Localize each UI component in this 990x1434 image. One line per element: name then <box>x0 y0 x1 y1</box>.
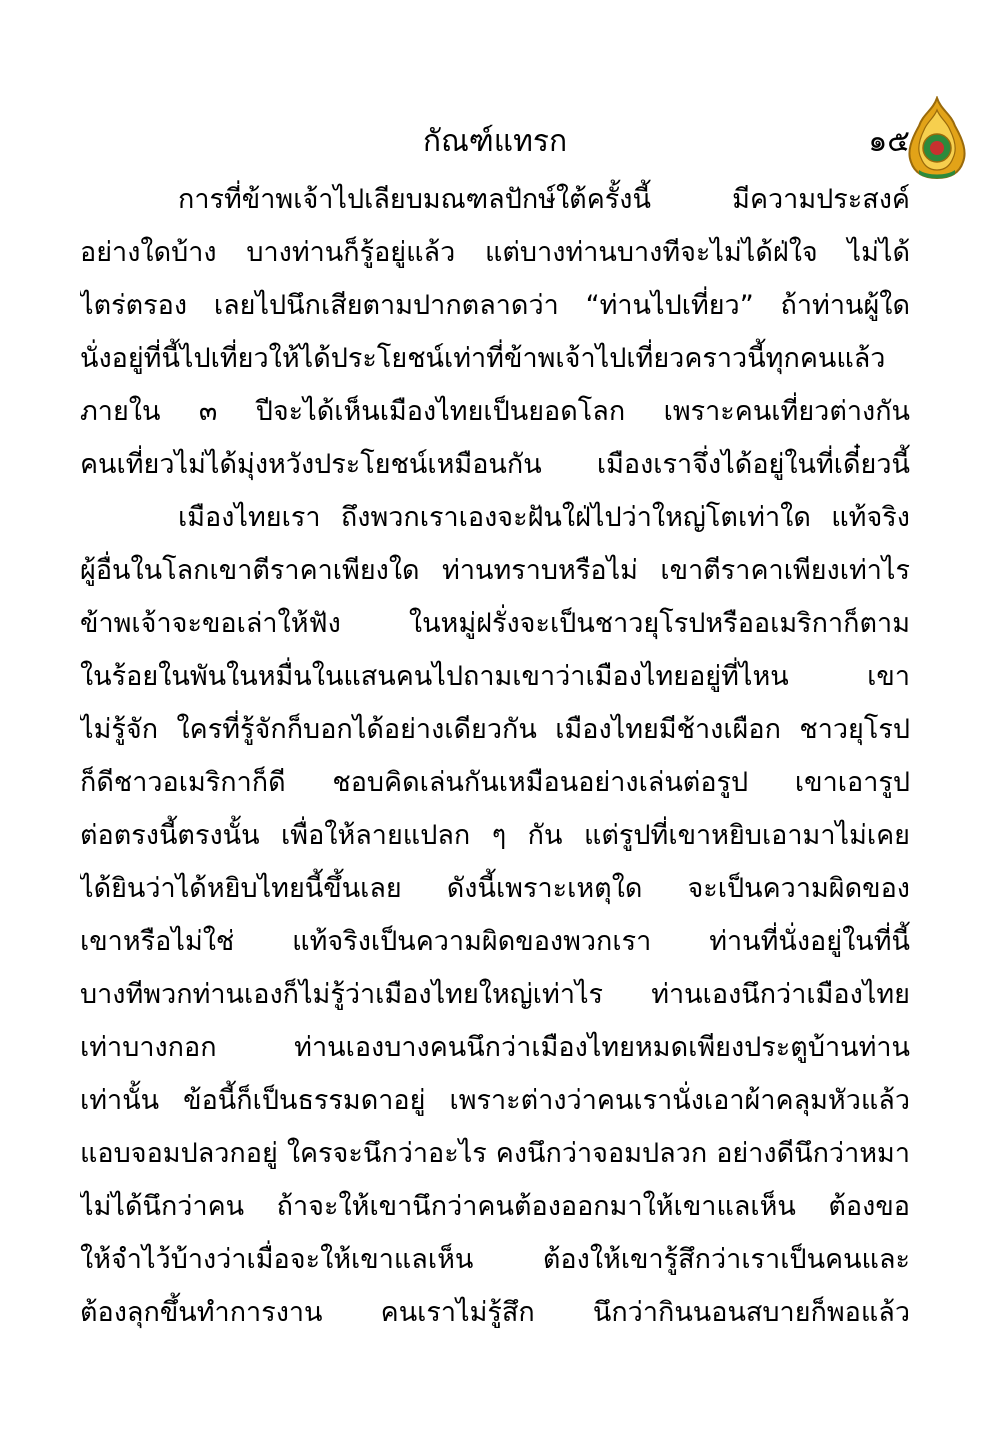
text-line: การที่ข้าพเจ้าไปเลียบมณฑลปักษ์ใต้ครั้งนี้ มีความประสงค์ <box>178 184 910 215</box>
text-line: ต้องลุกขึ้นทำการงาน คนเราไม่รู้สึก นึกว่ากินนอนสบายก็พอแล้ว <box>80 1297 910 1328</box>
page-title: กัณฑ์แทรก <box>422 124 568 159</box>
text-line: ไม่รู้จัก ใครที่รู้จักก็บอกได้อย่างเดียวกัน เมืองไทยมีช้างเผือก ชาวยุโรป <box>80 714 910 745</box>
text-line: ก็ดีชาวอเมริกาก็ดี ชอบคิดเล่นกันเหมือนอย่างเล่นต่อรูป เขาเอารูป <box>80 767 910 798</box>
text-line: เขาหรือไม่ใช่ แท้จริงเป็นความผิดของพวกเรา ท่านที่นั่งอยู่ในที่นี้ <box>80 926 910 957</box>
text-line: แอบจอมปลวกอยู่ ใครจะนึกว่าอะไร คงนึกว่าจอมปลวก อย่างดีนึกว่าหมา <box>80 1138 910 1169</box>
text-line: อย่างใดบ้าง บางท่านก็รู้อยู่แล้ว แต่บางท่านบางทีจะไม่ได้ฝ่ใจ ไม่ได้ <box>80 237 910 268</box>
text-line: ต่อตรงนี้ตรงนั้น เพื่อให้ลายแปลก ๆ กัน แต่รูปที่เขาหยิบเอามาไม่เคย <box>80 820 910 851</box>
page-number: ๑๕ <box>868 124 910 159</box>
text-line: ในร้อยในพันในหมื่นในแสนคนไปถามเขาว่าเมืองไทยอยู่ที่ไหน เขา <box>80 661 910 692</box>
text-line: เมืองไทยเรา ถึงพวกเราเองจะฝันใฝ่ไปว่าใหญ่โตเท่าใด แท้จริง <box>178 502 910 533</box>
text-line: คนเที่ยวไม่ได้มุ่งหวังประโยชน์เหมือนกัน เมืองเราจึ่งได้อยู่ในที่เดี๋ยวนี้ <box>80 449 910 480</box>
text-line: เท่าบางกอก ท่านเองบางคนนึกว่าเมืองไทยหมดเพียงประตูบ้านท่าน <box>80 1032 910 1063</box>
text-line: ให้จำไว้บ้างว่าเมื่อจะให้เขาแลเห็น ต้องให้เขารู้สึกว่าเราเป็นคนและ <box>80 1244 910 1275</box>
text-line: บางทีพวกท่านเองก็ไม่รู้ว่าเมืองไทยใหญ่เท่าไร ท่านเองนึกว่าเมืองไทย <box>80 979 910 1010</box>
logo-center-dot <box>930 141 944 155</box>
text-line: นั่งอยู่ที่นี้ไปเที่ยวให้ได้ประโยชน์เท่าที่ข้าพเจ้าไปเที่ยวคราวนี้ทุกคนแล้ว <box>80 343 886 374</box>
emblem-logo-icon <box>905 96 969 180</box>
text-line: ได้ยินว่าได้หยิบไทยนี้ขึ้นเลย ดังนี้เพราะเหตุใด จะเป็นความผิดของ <box>80 873 910 904</box>
text-line: ไม่ได้นึกว่าคน ถ้าจะให้เขานึกว่าคนต้องออกมาให้เขาแลเห็น ต้องขอ <box>80 1191 910 1222</box>
text-line: ภายใน ๓ ปีจะได้เห็นเมืองไทยเป็นยอดโลก เพราะคนเที่ยวต่างกัน <box>80 396 910 427</box>
text-line: ไตร่ตรอง เลยไปนึกเสียตามปากตลาดว่า “ท่านไปเที่ยว” ถ้าท่านผู้ใด <box>80 290 910 321</box>
text-line: เท่านั้น ข้อนี้ก็เป็นธรรมดาอยู่ เพราะต่างว่าคนเรานั่งเอาผ้าคลุมหัวแล้ว <box>80 1085 910 1116</box>
text-line: ผู้อื่นในโลกเขาตีราคาเพียงใด ท่านทราบหรือไม่ เขาตีราคาเพียงเท่าไร <box>80 555 910 586</box>
text-line: ข้าพเจ้าจะขอเล่าให้ฟัง ในหมู่ฝรั่งจะเป็นชาวยุโรปหรืออเมริกาก็ตาม <box>80 608 910 639</box>
